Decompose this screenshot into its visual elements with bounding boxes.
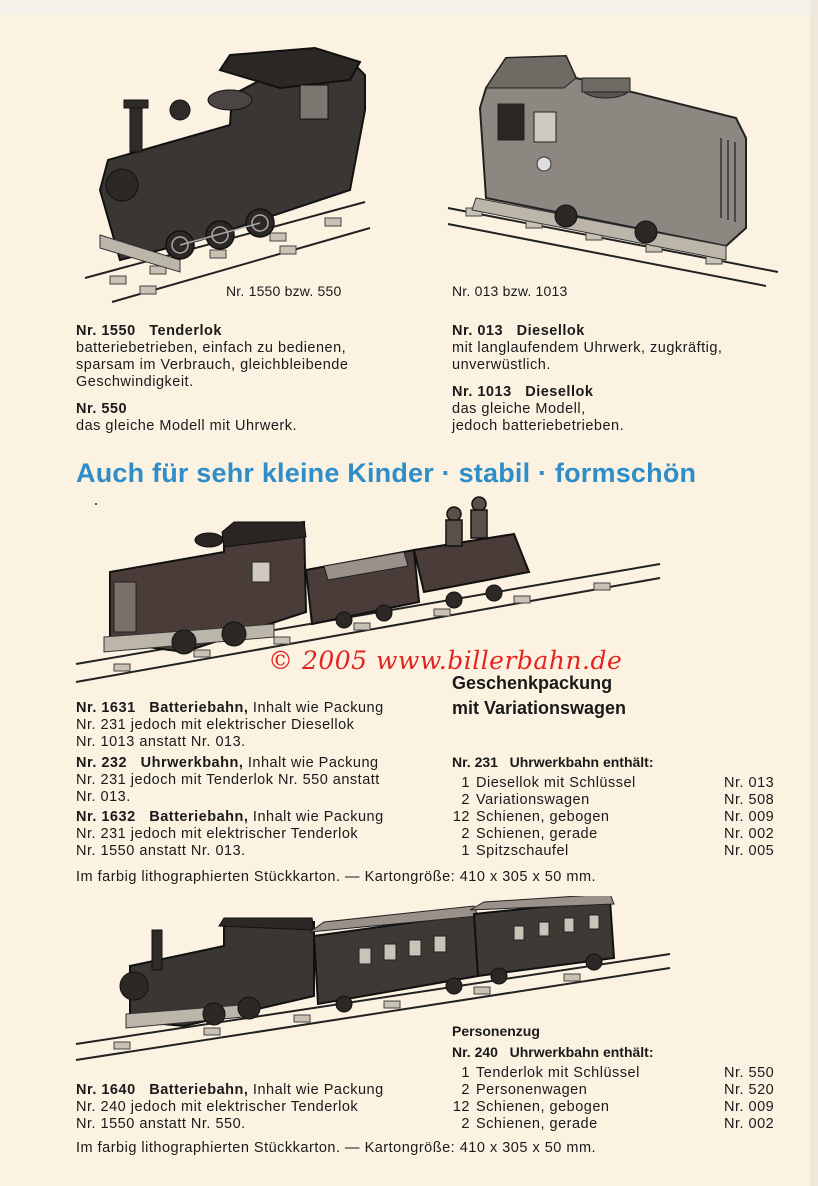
caption-tenderlok: Nr. 1550 bzw. 550 bbox=[226, 283, 342, 299]
product-line: jedoch batteriebetrieben. bbox=[452, 418, 625, 434]
set-240-list bbox=[450, 1065, 778, 1133]
set-title: Batteriebahn, bbox=[149, 700, 249, 716]
product-number: Nr. 1550 bbox=[76, 323, 136, 339]
product-number: Nr. 013 bbox=[452, 323, 504, 339]
set-line: Nr. 1013 anstatt Nr. 013. bbox=[76, 734, 246, 750]
item-qty: 2 bbox=[461, 792, 470, 808]
item-name: Schienen, gerade bbox=[476, 1116, 598, 1132]
set-1632 bbox=[76, 809, 384, 860]
gift-package-title bbox=[452, 671, 626, 721]
list-item bbox=[450, 792, 778, 809]
product-line: mit langlaufendem Uhrwerk, zugkräftig, bbox=[452, 340, 723, 356]
item-code: Nr. 002 bbox=[724, 1116, 775, 1132]
set-title: Batteriebahn, bbox=[149, 809, 249, 825]
item-name: Schienen, gerade bbox=[476, 826, 598, 842]
set-line: Nr. 240 jedoch mit elektrischer Tenderlok bbox=[76, 1099, 359, 1115]
item-name: Spitzschaufel bbox=[476, 843, 569, 859]
product-title: Diesellok bbox=[525, 384, 594, 400]
set-231-list bbox=[450, 775, 778, 860]
watermark: © 2005 www.billerbahn.de bbox=[268, 646, 623, 675]
diesellok-image bbox=[446, 48, 780, 288]
item-qty: 1 bbox=[461, 1065, 470, 1081]
item-qty: 12 bbox=[452, 809, 470, 825]
caption-diesellok: Nr. 013 bzw. 1013 bbox=[452, 283, 568, 299]
item-name: Schienen, gebogen bbox=[476, 809, 610, 825]
set-line: Nr. 231 jedoch mit elektrischer Tenderlok bbox=[76, 826, 359, 842]
set-line: Nr. 231 jedoch mit Tenderlok Nr. 550 anstatt bbox=[76, 772, 380, 788]
item-qty: 1 bbox=[461, 775, 470, 791]
set-number: Nr. 1632 bbox=[76, 809, 136, 825]
item-code: Nr. 005 bbox=[724, 843, 775, 859]
list-item bbox=[450, 826, 778, 843]
product-013 bbox=[452, 323, 722, 374]
item-code: Nr. 002 bbox=[724, 826, 775, 842]
item-name: Personenwagen bbox=[476, 1082, 588, 1098]
product-number: Nr. 1013 bbox=[452, 384, 512, 400]
set-title: Batteriebahn, bbox=[149, 1082, 249, 1098]
product-1013 bbox=[452, 384, 624, 435]
item-qty: 2 bbox=[461, 826, 470, 842]
gift-title-line: mit Variationswagen bbox=[452, 698, 627, 718]
item-qty: 1 bbox=[461, 843, 470, 859]
product-line: sparsam im Verbrauch, gleichbleibende bbox=[76, 357, 349, 373]
product-number: Nr. 550 bbox=[76, 401, 128, 417]
list-item bbox=[450, 843, 778, 860]
set-line: Nr. 1550 anstatt Nr. 013. bbox=[76, 843, 246, 859]
set-1631 bbox=[76, 700, 384, 751]
list-item bbox=[450, 775, 778, 792]
gift-title-line: Geschenkpackung bbox=[452, 673, 613, 693]
set-231-heading: Nr. 231 Uhrwerkbahn enthält: bbox=[452, 754, 654, 770]
item-name: Diesellok mit Schlüssel bbox=[476, 775, 636, 791]
product-title: Diesellok bbox=[516, 323, 585, 339]
item-code: Nr. 013 bbox=[724, 775, 775, 791]
list-item bbox=[450, 809, 778, 826]
set-number: Nr. 232 bbox=[76, 755, 128, 771]
scan-top-edge bbox=[0, 0, 818, 14]
tenderlok-image bbox=[80, 40, 380, 310]
product-1550 bbox=[76, 323, 348, 391]
page-headline: Auch für sehr kleine Kinder · stabil · formschön bbox=[76, 458, 697, 488]
box-note: Im farbig lithographierten Stückkarton. — Kartongröße: 410 x 305 x 50 mm. bbox=[76, 869, 597, 885]
set-line: Nr. 231 jedoch mit elektrischer Diesellok bbox=[76, 717, 355, 733]
item-name: Schienen, gebogen bbox=[476, 1099, 610, 1115]
set-line: Nr. 013. bbox=[76, 789, 131, 805]
set-line: Inhalt wie Packung bbox=[248, 809, 384, 825]
set-line: Inhalt wie Packung bbox=[243, 755, 379, 771]
list-item bbox=[450, 1116, 778, 1133]
item-code: Nr. 009 bbox=[724, 809, 775, 825]
item-qty: 2 bbox=[461, 1116, 470, 1132]
item-qty: 12 bbox=[452, 1099, 470, 1115]
item-name: Tenderlok mit Schlüssel bbox=[476, 1065, 640, 1081]
item-name: Variationswagen bbox=[476, 792, 590, 808]
product-line: das gleiche Modell, bbox=[452, 401, 586, 417]
set-title: Uhrwerkbahn, bbox=[140, 755, 244, 771]
list-item bbox=[450, 1065, 778, 1082]
product-line: batteriebetrieben, einfach zu bedienen, bbox=[76, 340, 347, 356]
set-232 bbox=[76, 755, 380, 806]
list-item bbox=[450, 1082, 778, 1099]
product-line: Geschwindigkeit. bbox=[76, 374, 194, 390]
set-240-heading: Nr. 240 Uhrwerkbahn enthält: bbox=[452, 1044, 654, 1060]
item-code: Nr. 009 bbox=[724, 1099, 775, 1115]
item-qty: 2 bbox=[461, 1082, 470, 1098]
set-number: Nr. 1640 bbox=[76, 1082, 136, 1098]
set-line: Inhalt wie Packung bbox=[248, 700, 384, 716]
scan-right-edge bbox=[810, 0, 818, 1186]
box-note-2: Im farbig lithographierten Stückkarton. — Kartongröße: 410 x 305 x 50 mm. bbox=[76, 1140, 597, 1156]
item-code: Nr. 520 bbox=[724, 1082, 775, 1098]
set-line: Nr. 1550 anstatt Nr. 550. bbox=[76, 1116, 246, 1132]
item-code: Nr. 550 bbox=[724, 1065, 775, 1081]
personenzug-image bbox=[74, 896, 674, 1068]
product-title: Tenderlok bbox=[149, 323, 222, 339]
set-line: Inhalt wie Packung bbox=[248, 1082, 384, 1098]
personenzug-label: Personenzug bbox=[452, 1023, 540, 1039]
product-550 bbox=[76, 401, 297, 435]
set-number: Nr. 1631 bbox=[76, 700, 136, 716]
product-line: unverwüstlich. bbox=[452, 357, 551, 373]
list-item bbox=[450, 1099, 778, 1116]
set-1640 bbox=[76, 1082, 384, 1133]
product-line: das gleiche Modell mit Uhrwerk. bbox=[76, 418, 297, 434]
item-code: Nr. 508 bbox=[724, 792, 775, 808]
